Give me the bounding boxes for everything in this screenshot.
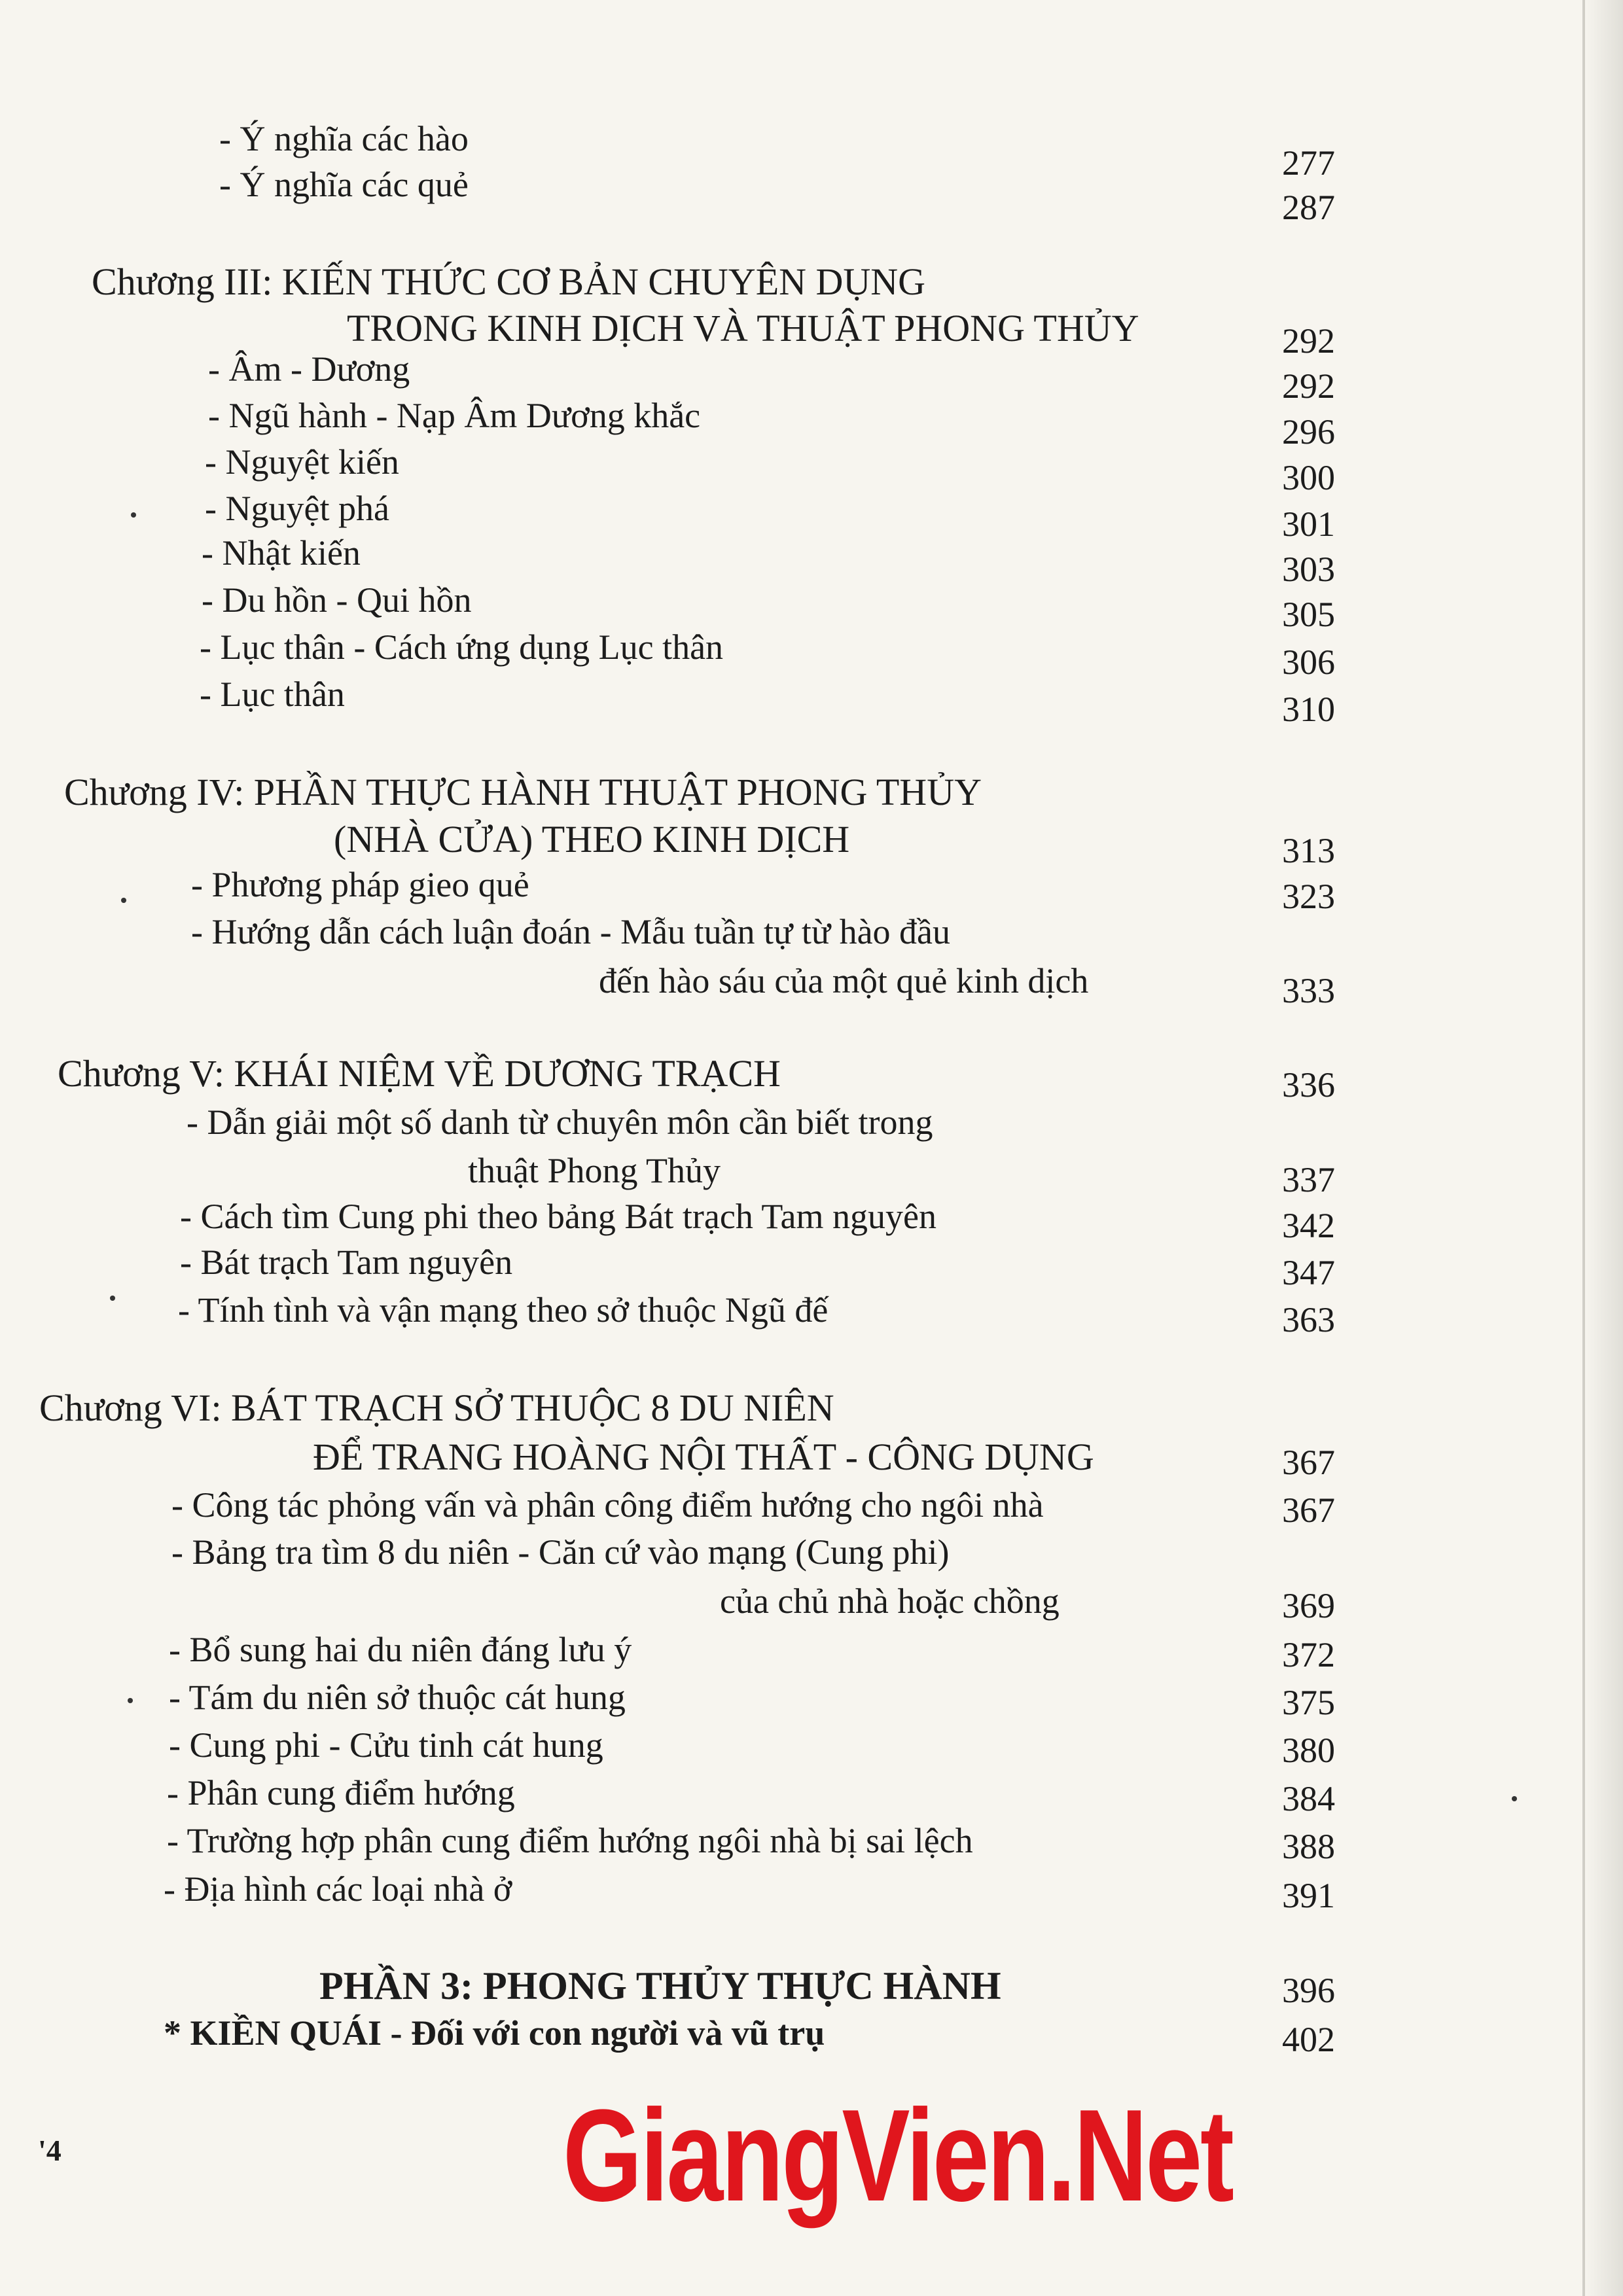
page-edge-line: [1582, 0, 1585, 2296]
toc-entry-continued: của chủ nhà hoặc chồng: [720, 1581, 1060, 1621]
scan-speck: [1512, 1796, 1517, 1801]
toc-entry: - Nhật kiến: [202, 533, 361, 573]
toc-entry: - Địa hình các loại nhà ở: [164, 1869, 512, 1909]
toc-entry: - Lục thân: [200, 675, 345, 714]
chapter-heading-continued: TRONG KINH DỊCH VÀ THUẬT PHONG THỦY: [347, 307, 1139, 349]
toc-entry: - Lục thân - Cách ứng dụng Lục thân: [200, 627, 724, 667]
toc-page-number: 337: [1282, 1160, 1335, 1199]
toc-page-number: 367: [1282, 1491, 1335, 1530]
scan-speck: [121, 898, 126, 903]
toc-page-number: 292: [1282, 366, 1335, 406]
toc-page-number: 380: [1282, 1731, 1335, 1770]
toc-page-number: 292: [1282, 321, 1335, 361]
toc-entry: - Phương pháp gieo quẻ: [191, 865, 529, 904]
chapter-heading: Chương VI: BÁT TRẠCH SỞ THUỘC 8 DU NIÊN: [39, 1386, 834, 1429]
toc-page-number: 287: [1282, 188, 1335, 227]
toc-page-number: 313: [1282, 831, 1335, 870]
toc-entry: - Ý nghĩa các hào: [219, 119, 469, 158]
toc-entry: - Dẫn giải một số danh từ chuyên môn cần biết trong: [187, 1103, 933, 1142]
toc-entry: - Công tác phỏng vấn và phân công điểm hướng cho ngôi nhà: [171, 1485, 1044, 1525]
toc-page-number: 310: [1282, 690, 1335, 729]
toc-entry: - Phân cung điểm hướng: [167, 1773, 515, 1812]
toc-page-number: 347: [1282, 1253, 1335, 1292]
toc-page-number: 323: [1282, 877, 1335, 916]
toc-page-number: 367: [1282, 1443, 1335, 1482]
toc-entry: - Bảng tra tìm 8 du niên - Căn cứ vào mạng (Cung phi): [171, 1532, 950, 1572]
toc-entry: - Cung phi - Cửu tinh cát hung: [169, 1725, 603, 1765]
chapter-heading: Chương V: KHÁI NIỆM VỀ DƯƠNG TRẠCH: [58, 1052, 781, 1095]
toc-entry: - Nguyệt kiến: [205, 442, 399, 482]
toc-page-number: 402: [1282, 2020, 1335, 2059]
toc-entry: - Hướng dẫn cách luận đoán - Mẫu tuần tự từ hào đầu: [191, 912, 951, 951]
chapter-heading: Chương III: KIẾN THỨC CƠ BẢN CHUYÊN DỤNG: [92, 260, 926, 303]
toc-entry: - Bổ sung hai du niên đáng lưu ý: [169, 1630, 632, 1669]
watermark-logo: GiangVien.Net: [563, 2083, 1232, 2229]
toc-entry-continued: đến hào sáu của một quẻ kinh dịch: [599, 961, 1089, 1000]
page-edge-shadow: [1584, 0, 1623, 2296]
toc-entry: * KIỀN QUÁI - Đối với con người và vũ trụ: [164, 2013, 825, 2053]
toc-page-number: 305: [1282, 595, 1335, 634]
toc-entry: - Ý nghĩa các quẻ: [219, 165, 469, 204]
toc-page-number: 333: [1282, 971, 1335, 1010]
scan-speck: [110, 1296, 115, 1301]
part-heading: PHẦN 3: PHONG THỦY THỰC HÀNH: [319, 1964, 1001, 2007]
toc-page-number: 300: [1282, 458, 1335, 497]
toc-entry: - Cách tìm Cung phi theo bảng Bát trạch Tam nguyên: [180, 1197, 936, 1236]
toc-page-number: 277: [1282, 143, 1335, 183]
toc-page-number: 375: [1282, 1683, 1335, 1722]
scan-speck: [131, 512, 136, 518]
page-number: '4: [38, 2134, 62, 2167]
toc-page-number: 388: [1282, 1827, 1335, 1866]
toc-page-number: 301: [1282, 504, 1335, 544]
toc-entry: - Nguyệt phá: [205, 489, 389, 528]
toc-page-number: 363: [1282, 1300, 1335, 1339]
toc-entry: - Tính tình và vận mạng theo sở thuộc Ngũ đế: [178, 1290, 829, 1330]
toc-page-number: 372: [1282, 1635, 1335, 1674]
toc-page-number: 296: [1282, 412, 1335, 451]
toc-entry: - Du hồn - Qui hồn: [202, 580, 472, 620]
toc-entry: - Trường hợp phân cung điểm hướng ngôi nhà bị sai lệch: [167, 1821, 973, 1860]
toc-page-number: 369: [1282, 1586, 1335, 1625]
toc-page-number: 303: [1282, 550, 1335, 589]
chapter-heading: Chương IV: PHẦN THỰC HÀNH THUẬT PHONG THỦY: [64, 771, 982, 813]
toc-entry: - Âm - Dương: [208, 349, 410, 389]
toc-page-number: 306: [1282, 643, 1335, 682]
chapter-heading-continued: (NHÀ CỬA) THEO KINH DỊCH: [334, 818, 850, 860]
toc-entry: - Bát trạch Tam nguyên: [180, 1243, 513, 1282]
toc-page-number: 391: [1282, 1876, 1335, 1915]
chapter-heading-continued: ĐỂ TRANG HOÀNG NỘI THẤT - CÔNG DỤNG: [313, 1436, 1094, 1478]
toc-page-number: 342: [1282, 1206, 1335, 1245]
toc-page-number: 384: [1282, 1779, 1335, 1818]
toc-page-number: 336: [1282, 1065, 1335, 1104]
toc-page-number: 396: [1282, 1971, 1335, 2010]
toc-entry: - Tám du niên sở thuộc cát hung: [169, 1678, 626, 1717]
toc-entry-continued: thuật Phong Thủy: [468, 1151, 721, 1190]
scan-speck: [128, 1698, 133, 1703]
toc-entry: - Ngũ hành - Nạp Âm Dương khắc: [208, 396, 701, 435]
